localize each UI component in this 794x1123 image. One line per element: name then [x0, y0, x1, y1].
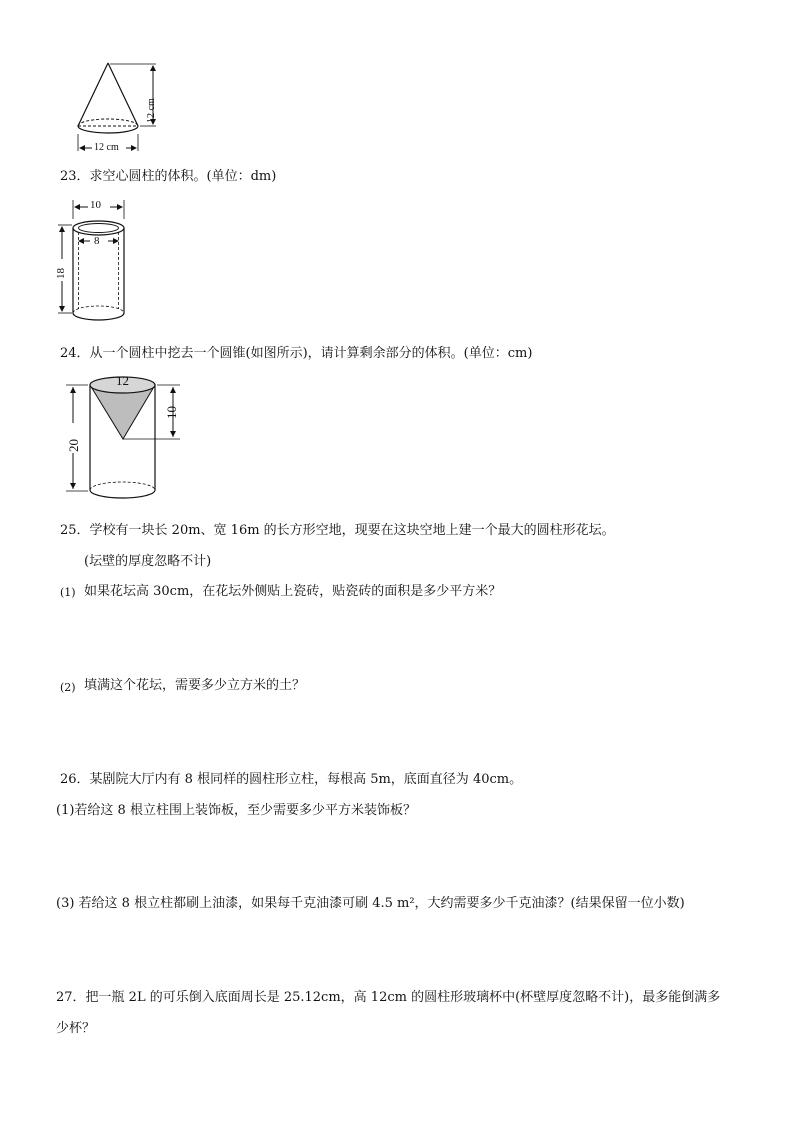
hollow-height-label: 18 — [55, 268, 67, 279]
question-27-line2: 少杯？ — [56, 1021, 96, 1036]
cylinder-top-label: 12 — [116, 373, 129, 388]
question-27-line1: 27．把一瓶 2L 的可乐倒入底面周长是 25.12cm，高 12cm 的圆柱形玻璃杯中(杯壁厚度忽略不计)，最多能倒满多 — [56, 990, 721, 1005]
question-26-part1: (1)若给这 8 根立柱围上装饰板，至少需要多少平方米装饰板？ — [56, 803, 416, 818]
hollow-cylinder-figure — [50, 197, 140, 329]
cone-height-label: 12 cm — [146, 98, 157, 123]
question-25: 25．学校有一块长 20m、宽 16m 的长方形空地，现要在这块空地上建一个最大的圆柱形花坛。 — [60, 523, 615, 538]
cone-diameter-label: 12 cm — [94, 142, 119, 153]
cylinder-height-label: 20 — [66, 439, 81, 452]
hollow-inner-label: 8 — [94, 235, 100, 247]
question-25-part1-number: (1) — [60, 586, 76, 599]
cone-depth-label: 10 — [164, 406, 179, 419]
question-26-part2: (3) 若给这 8 根立柱都刷上油漆，如果每千克油漆可刷 4.5 m²，大约需要多少千克油漆？(结果保留一位小数) — [56, 896, 685, 911]
hollow-outer-label: 10 — [90, 199, 101, 211]
question-25-part1: 如果花坛高 30cm，在花坛外侧贴上瓷砖，贴瓷砖的面积是多少平方米？ — [84, 584, 502, 599]
question-23: 23．求空心圆柱的体积。(单位：dm) — [60, 169, 277, 184]
question-26: 26．某剧院大厅内有 8 根同样的圆柱形立柱，每根高 5m，底面直径为 40cm。 — [60, 772, 523, 787]
question-25-part2-number: (2) — [60, 681, 76, 694]
question-25-part2: 填满这个花坛，需要多少立方米的土？ — [84, 678, 306, 693]
question-24: 24．从一个圆柱中挖去一个圆锥(如图所示)，请计算剩余部分的体积。(单位：cm) — [60, 346, 533, 361]
question-25-note: (坛壁的厚度忽略不计) — [84, 554, 212, 569]
